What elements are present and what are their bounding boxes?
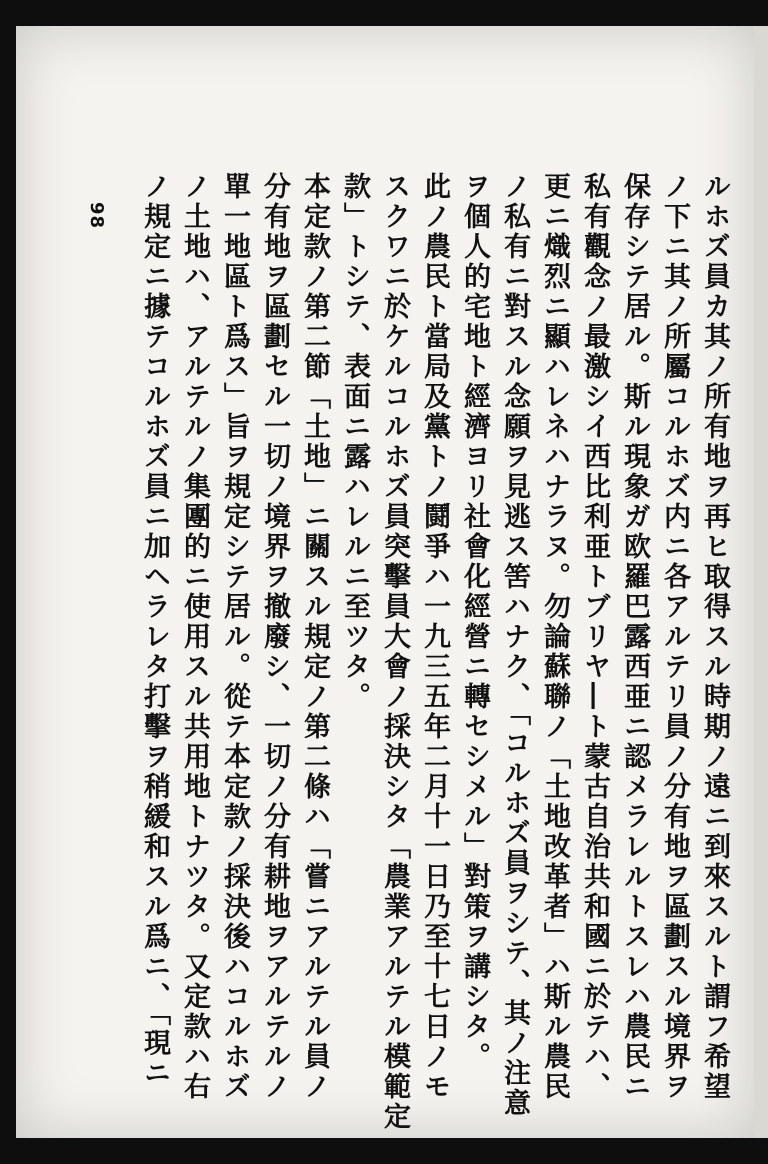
text-line: 單一地區ト爲ス」旨ヲ規定シテ居ル。從テ本定款ノ採決後ハコルホズ — [219, 172, 250, 1102]
text-line: ノ規定ニ據テコルホズ員ニ加ヘラレタ打擊ヲ稍緩和スル爲ニ、「現ニ — [139, 172, 170, 1089]
book-page — [16, 26, 754, 1138]
text-line: ノ下ニ其ノ所屬コルホズ内ニ各アルテリ員ノ分有地ヲ區劃スル境界ヲ — [659, 172, 690, 1102]
text-line: 私有觀念ノ最激シイ西比利亜トブリヤ―ト蒙古自治共和國ニ於テハ、 — [579, 172, 610, 1102]
text-line: スクワニ於ケルコルホズ員突擊員大會ノ採決シタ「農業アルテル模範定 — [379, 172, 410, 1132]
body-text — [134, 172, 734, 1132]
text-line: ノ土地ハ、アルテルノ集團的ニ使用スル共用地トナツタ。又定款ハ右 — [179, 172, 210, 1102]
text-line: ノ私有ニ對スル念願ヲ見逃ス筈ハナク、「コルホズ員ヲシテ、其ノ注意 — [499, 172, 530, 1119]
text-line: 本定款ノ第二節「土地」ニ關スル規定ノ第二條ハ「嘗ニアルテル員ノ — [299, 172, 330, 1102]
text-line: ヲ個人的宅地ト經濟ヨリ社會化經營ニ轉セシメル」對策ヲ講シタ。 — [459, 172, 490, 1072]
text-line: 款」トシテ、表面ニ露ハレルニ至ツタ。 — [339, 172, 370, 712]
text-line: 保存シテ居ル。斯ル現象ガ欧羅巴露西亜ニ認メラレルトスレハ農民ニ — [619, 172, 650, 1102]
adjacent-page-edge — [754, 26, 768, 1138]
text-line: 此ノ農民ト當局及黨トノ鬪爭ハ一九三五年二月十一日乃至十七日ノモ — [419, 172, 450, 1102]
text-line: ルホズ員カ其ノ所有地ヲ再ヒ取得スル時期ノ遠ニ到來スルト謂フ希望 — [699, 172, 730, 1102]
text-line: 更ニ熾烈ニ顯ハレネハナラヌ。勿論蘇聯ノ「土地改革者」ハ斯ル農民 — [539, 172, 570, 1102]
text-line: 分有地ヲ區劃セル一切ノ境界ヲ撤廢シ、一切ノ分有耕地ヲアルテルノ — [259, 172, 290, 1102]
page-number: 98 — [86, 202, 107, 230]
